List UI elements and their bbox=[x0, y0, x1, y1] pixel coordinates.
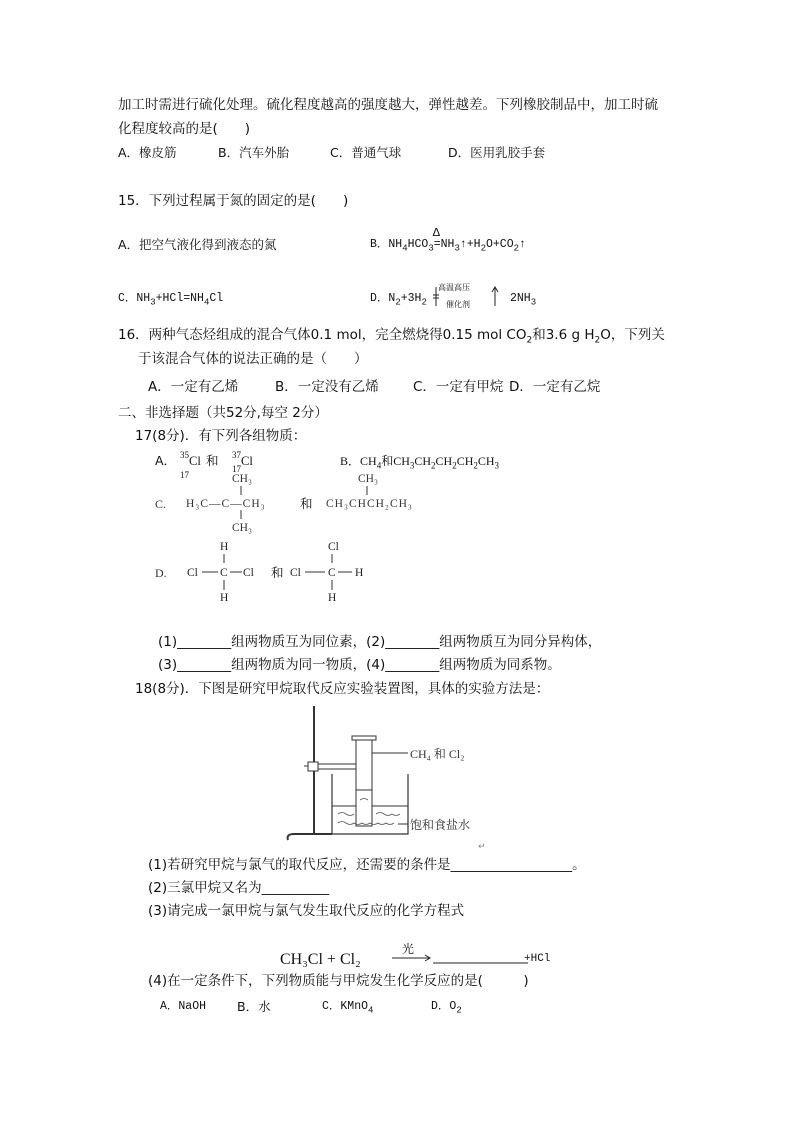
q17-a-z2: 17 bbox=[232, 464, 241, 474]
q17-a-and: 和 bbox=[206, 453, 219, 468]
q18-part3: (3)请完成一氯甲烷与氯气发生取代反应的化学方程式 bbox=[148, 903, 465, 919]
q15-d-condition-bottom: 催化剂 bbox=[446, 300, 470, 309]
atom-cl-left2: Cl bbox=[290, 567, 301, 579]
q16-option-a: A．一定有乙烯 bbox=[148, 379, 239, 395]
equation-arrow-icon bbox=[392, 952, 542, 966]
q15-option-c: C．$NH_3+HCl=NH_4Cl$ bbox=[118, 292, 224, 308]
delta-symbol: Δ bbox=[432, 226, 440, 240]
equation-reactants: CH₃Cl + Cl₂ bbox=[280, 951, 361, 968]
q17-c-right-bond bbox=[362, 486, 372, 498]
q17-blanks-line1: (1)________组两物质互为同位素，(2)________组两物质互为同分异构体， bbox=[158, 634, 602, 650]
atom-c2: C bbox=[328, 567, 336, 579]
q15-option-d: D．$N_2+3H_2$ bbox=[370, 292, 427, 308]
q17-a-cl1: Cl bbox=[189, 454, 201, 468]
apparatus-diagram bbox=[280, 700, 520, 850]
q17-a-label: A． bbox=[155, 453, 177, 468]
atom-c: C bbox=[220, 567, 228, 579]
q18-part4: (4)在一定条件下，下列物质能与甲烷发生化学反应的是( ) bbox=[148, 973, 529, 989]
q14-option-a: A．橡皮筋 bbox=[118, 145, 177, 160]
section-heading: 二、非选择题（共52分,每空 2分） bbox=[118, 405, 328, 421]
q14-line1: 加工时需进行硫化处理。硫化程度越高的强度越大，弹性越差。下列橡胶制品中，加工时硫 bbox=[118, 97, 658, 113]
atom-h-right: H bbox=[355, 567, 364, 579]
q17-d-and: 和 bbox=[271, 565, 284, 580]
q15-option-a: A．把空气液化得到液态的氮 bbox=[118, 237, 277, 252]
atom-cl-left: Cl bbox=[187, 567, 198, 579]
q17-c-bottom: CH₃ bbox=[232, 522, 252, 534]
atom-h-top: H bbox=[220, 541, 229, 553]
q14-option-b: B．汽车外胎 bbox=[218, 145, 290, 160]
q17-a-mass1: 35 bbox=[180, 450, 189, 460]
q17-a-cl2: Cl bbox=[241, 454, 253, 468]
q17-c-bonds bbox=[236, 486, 246, 526]
q17-stem: 17(8分)．有下列各组物质： bbox=[135, 428, 307, 444]
q14-option-d: D．医用乳胶手套 bbox=[448, 145, 546, 160]
q17-d-label: D. bbox=[155, 566, 167, 580]
q17-c-top: CH₃ bbox=[232, 473, 252, 485]
q18-option-c: C．KMnO$_4$ bbox=[322, 1000, 374, 1016]
q17-c-label: C. bbox=[155, 497, 167, 511]
q17-a-z1: 17 bbox=[180, 470, 189, 480]
q17-a-mass2: 37 bbox=[232, 450, 241, 460]
atom-cl-top: Cl bbox=[328, 541, 339, 553]
q18-part1: (1)若研究甲烷与氯气的取代反应，还需要的条件是__________________。 bbox=[148, 857, 586, 873]
q17-c-right-top: CH₃ bbox=[358, 473, 378, 485]
q18-stem: 18(8分)．下图是研究甲烷取代反应实验装置图，具体的实验方法是： bbox=[135, 681, 550, 697]
q16-option-c: C．一定有甲烷 bbox=[413, 379, 504, 395]
q16-option-d: D．一定有乙烷 bbox=[509, 379, 601, 395]
q15-stem: 15．下列过程属于氮的固定的是( ) bbox=[118, 193, 349, 209]
atom-cl-right: Cl bbox=[243, 567, 254, 579]
q17-option-b: B．$CH_4$和$CH_3CH_2CH_2CH_2CH_3$ bbox=[340, 454, 500, 471]
q18-option-d: D．$O_2$ bbox=[431, 1000, 462, 1016]
label-gas: CH₄ 和 Cl₂ bbox=[410, 747, 465, 761]
return-mark-icon: ↵ bbox=[478, 842, 486, 852]
q15-d-condition-top: 高温高压 bbox=[438, 283, 470, 292]
q14-line2: 化程度较高的是( ) bbox=[118, 121, 251, 137]
equation-condition: 光 bbox=[402, 942, 415, 956]
atom-h-bottom: H bbox=[220, 592, 229, 604]
q18-option-a: A．NaOH bbox=[160, 1000, 207, 1013]
q16-line1: 16．两种气态烃组成的混合气体0.1 mol，完全燃烧得0.15 mol $CO_2$和3.6 g $H_2O$，下列关 bbox=[118, 327, 665, 346]
q17-c-right-formula: CH₃CHCH₂CH₃ bbox=[326, 498, 413, 510]
q15-option-b: B．$NH_4HCO_3=$ Δ $NH_3↑+H_2O+CO_2↑$ bbox=[370, 226, 526, 254]
q17-c-and: 和 bbox=[300, 496, 313, 511]
reversible-arrow-icon bbox=[430, 284, 510, 314]
q18-part2: (2)三氯甲烷又名为__________ bbox=[148, 880, 330, 896]
q18-option-b: B．水 bbox=[237, 999, 271, 1014]
atom-h-bottom2: H bbox=[328, 592, 337, 604]
q14-option-c: C．普通气球 bbox=[330, 145, 402, 160]
q17-blanks-line2: (3)________组两物质为同一物质，(4)________组两物质为同系物。 bbox=[158, 657, 561, 673]
q16-option-b: B．一定没有乙烯 bbox=[275, 379, 379, 395]
label-saltwater: 饱和食盐水 bbox=[410, 818, 471, 832]
equation-product: +HCl bbox=[524, 953, 551, 965]
q16-line2: 于该混合气体的说法正确的是（ ） bbox=[138, 351, 368, 367]
q17-c-left-formula: H₃C—C—CH₃ bbox=[186, 498, 266, 510]
q15-d-product: $2NH_3$ bbox=[510, 292, 537, 308]
